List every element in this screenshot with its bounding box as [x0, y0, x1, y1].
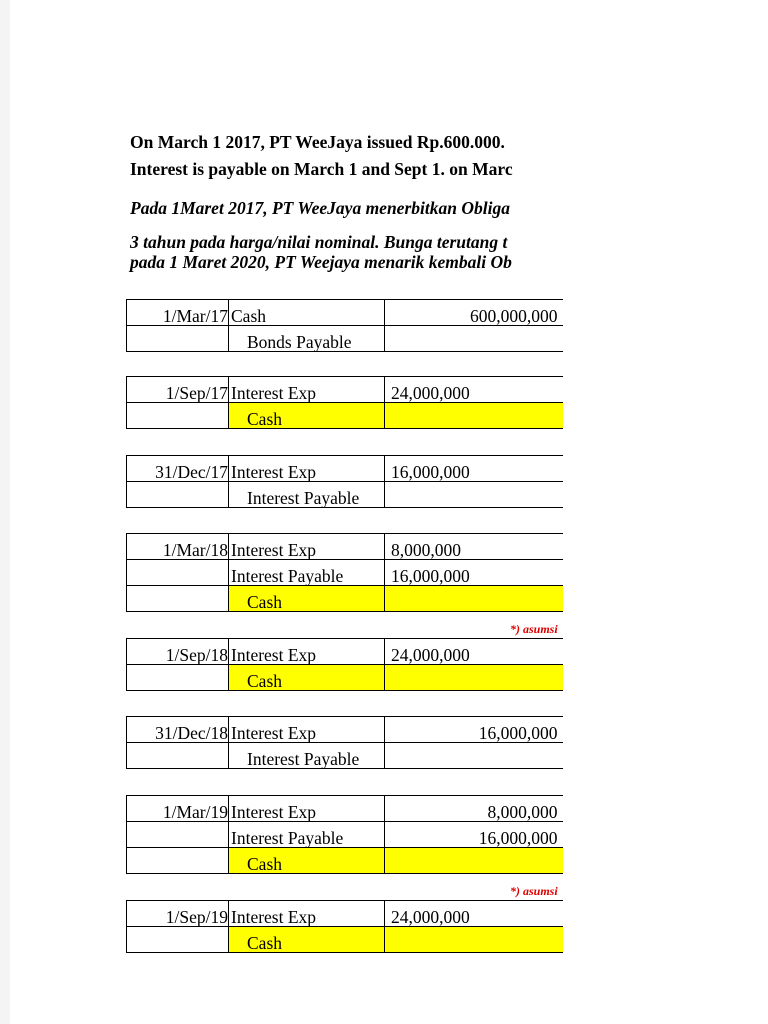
amount-cell[interactable]: 16,000,000	[385, 456, 564, 482]
date-cell[interactable]	[127, 586, 229, 612]
date-cell[interactable]	[127, 927, 229, 953]
amount-cell[interactable]: 16,000,000	[385, 822, 564, 848]
date-cell[interactable]: 1/Sep/19	[127, 901, 229, 927]
journal-entry	[126, 900, 563, 953]
header-en-line-2: Interest is payable on March 1 and Sept 1. on Marc	[130, 159, 513, 179]
journal-row	[127, 560, 564, 586]
date-cell[interactable]: 1/Mar/17	[127, 300, 229, 326]
date-cell[interactable]: 1/Sep/17	[127, 377, 229, 403]
journal-row	[127, 901, 564, 927]
account-cell[interactable]: Interest Exp	[229, 377, 385, 403]
journal-row	[127, 534, 564, 560]
header-id-line-3: pada 1 Maret 2020, PT Weejaya menarik kembali Ob	[130, 252, 512, 272]
journal-row	[127, 848, 564, 874]
date-cell[interactable]	[127, 743, 229, 769]
header-en-line-1: On March 1 2017, PT WeeJaya issued Rp.600.000.	[130, 132, 505, 152]
journal-entry	[126, 533, 563, 612]
date-cell[interactable]	[127, 403, 229, 429]
amount-cell[interactable]: 8,000,000	[385, 796, 564, 822]
amount-cell[interactable]: 24,000,000	[385, 377, 564, 403]
date-cell[interactable]	[127, 560, 229, 586]
account-cell[interactable]: Cash	[229, 403, 385, 429]
journal-entry	[126, 716, 563, 769]
account-cell[interactable]: Bonds Payable	[229, 326, 385, 352]
amount-cell[interactable]: 24,000,000	[385, 901, 564, 927]
journal-row	[127, 326, 564, 352]
journal-row	[127, 927, 564, 953]
amount-cell[interactable]	[385, 665, 564, 691]
note-asumsi-1: *) asumsi	[510, 622, 558, 636]
account-cell[interactable]: Interest Payable	[229, 482, 385, 508]
account-cell[interactable]: Interest Payable	[229, 822, 385, 848]
amount-cell[interactable]	[385, 403, 564, 429]
journal-row	[127, 586, 564, 612]
header-id-line-2: 3 tahun pada harga/nilai nominal. Bunga terutang t	[130, 232, 508, 252]
account-cell[interactable]: Cash	[229, 665, 385, 691]
account-cell[interactable]: Interest Exp	[229, 456, 385, 482]
journal-row	[127, 482, 564, 508]
amount-cell[interactable]	[385, 326, 564, 352]
journal-row	[127, 665, 564, 691]
amount-cell[interactable]	[385, 927, 564, 953]
account-cell[interactable]: Cash	[229, 927, 385, 953]
amount-cell[interactable]	[385, 586, 564, 612]
amount-cell[interactable]	[385, 848, 564, 874]
amount-cell[interactable]	[385, 482, 564, 508]
amount-cell[interactable]: 600,000,000	[385, 300, 564, 326]
header-id-line-1: Pada 1Maret 2017, PT WeeJaya menerbitkan Obliga	[130, 198, 510, 218]
journal-row	[127, 822, 564, 848]
journal-row	[127, 300, 564, 326]
journal-row	[127, 456, 564, 482]
date-cell[interactable]: 1/Sep/18	[127, 639, 229, 665]
amount-cell[interactable]: 8,000,000	[385, 534, 564, 560]
note-asumsi-2: *) asumsi	[510, 884, 558, 898]
date-cell[interactable]	[127, 848, 229, 874]
amount-cell[interactable]	[385, 743, 564, 769]
journal-row	[127, 403, 564, 429]
account-cell[interactable]: Interest Exp	[229, 639, 385, 665]
date-cell[interactable]	[127, 326, 229, 352]
journal-row	[127, 796, 564, 822]
journal-entry	[126, 376, 563, 429]
amount-cell[interactable]: 16,000,000	[385, 560, 564, 586]
account-cell[interactable]: Interest Exp	[229, 901, 385, 927]
journal-row	[127, 377, 564, 403]
amount-cell[interactable]: 16,000,000	[385, 717, 564, 743]
date-cell[interactable]: 31/Dec/18	[127, 717, 229, 743]
account-cell[interactable]: Interest Payable	[229, 560, 385, 586]
date-cell[interactable]: 31/Dec/17	[127, 456, 229, 482]
date-cell[interactable]	[127, 482, 229, 508]
date-cell[interactable]	[127, 665, 229, 691]
journal-row	[127, 717, 564, 743]
account-cell[interactable]: Cash	[229, 300, 385, 326]
account-cell[interactable]: Cash	[229, 848, 385, 874]
account-cell[interactable]: Interest Exp	[229, 717, 385, 743]
date-cell[interactable]: 1/Mar/19	[127, 796, 229, 822]
journal-entry	[126, 638, 563, 691]
account-cell[interactable]: Interest Exp	[229, 534, 385, 560]
journal-row	[127, 639, 564, 665]
account-cell[interactable]: Interest Payable	[229, 743, 385, 769]
journal-entry	[126, 299, 563, 352]
account-cell[interactable]: Cash	[229, 586, 385, 612]
amount-cell[interactable]: 24,000,000	[385, 639, 564, 665]
account-cell[interactable]: Interest Exp	[229, 796, 385, 822]
date-cell[interactable]: 1/Mar/18	[127, 534, 229, 560]
journal-row	[127, 743, 564, 769]
journal-entry	[126, 455, 563, 508]
journal-entry	[126, 795, 563, 874]
date-cell[interactable]	[127, 822, 229, 848]
